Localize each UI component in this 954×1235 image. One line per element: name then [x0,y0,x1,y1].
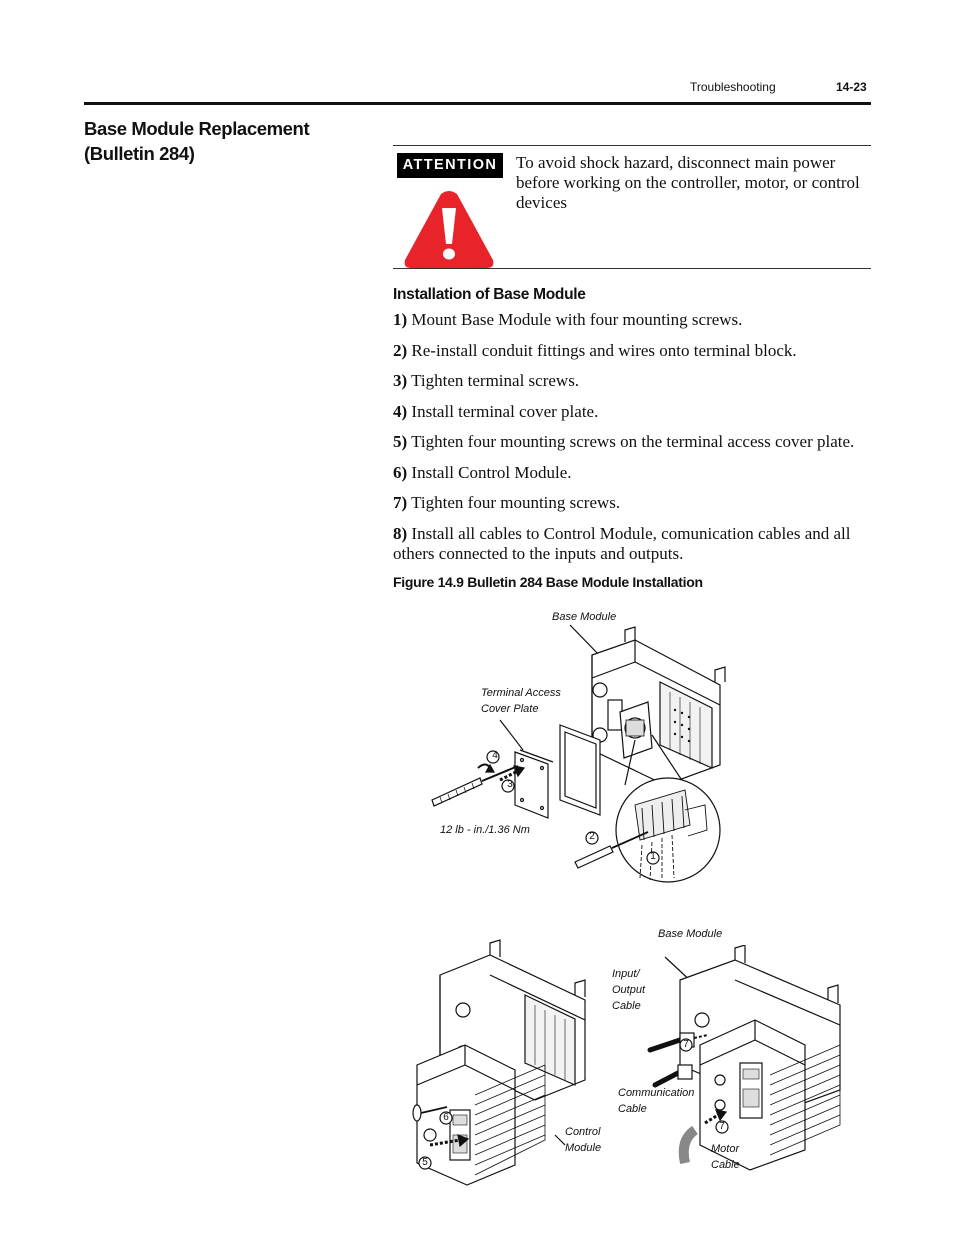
step-item: 2) Re-install conduit fittings and wires onto terminal block. [393,340,797,360]
section-title-line-2: (Bulletin 284) [84,143,195,164]
page-number: 14-23 [836,80,867,94]
header-rule [84,102,871,105]
label-terminal-access-cover-plate: Terminal Access Cover Plate [481,687,561,715]
callout-4: 4 [492,750,498,761]
section-title-line-1: Base Module Replacement [84,118,310,139]
label-input-output-cable: Input/ Output Cable [612,968,646,1012]
figure-caption: Figure 14.9 Bulletin 284 Base Module Installation [393,574,703,590]
attention-label: ATTENTION [397,153,503,178]
callout-7-lower: 7 [719,1121,725,1132]
section-title [84,116,354,166]
step-item: 7) Tighten four mounting screws. [393,493,621,512]
label-base-module-bottom: Base Module [658,928,723,940]
attention-bottom-rule [393,268,871,269]
installation-heading: Installation of Base Module [393,286,586,303]
attention-text: To avoid shock hazard, disconnect main power before working on the controller, motor, or control devices [516,153,860,212]
callout-6: 6 [443,1112,449,1123]
callout-7-upper: 7 [683,1039,689,1050]
step-item: 4) Install terminal cover plate. [393,401,599,421]
running-header-section: Troubleshooting [690,80,776,94]
callout-2: 2 [589,831,595,842]
step-item: 1) Mount Base Module with four mounting screws. [393,310,743,329]
label-communication-cable: Communication Cable [618,1087,695,1115]
step-item: 5) Tighten four mounting screws on the terminal access cover plate. [393,432,855,451]
callout-5: 5 [422,1157,428,1168]
step-item: 8) Install all cables to Control Module, comunication cables and all others connected to the inputs and outputs. [393,523,851,563]
label-motor-cable: Motor Cable [711,1143,740,1171]
installation-steps [393,310,871,575]
callout-3: 3 [507,779,513,790]
step-item: 6) Install Control Module. [393,462,572,482]
label-torque: 12 lb - in./1.36 Nm [440,824,530,836]
label-base-module-top: Base Module [552,611,617,623]
base-module-installation-illustration [420,600,750,890]
attention-top-rule [393,145,871,146]
warning-triangle-icon [403,190,495,270]
callout-1: 1 [650,851,656,862]
label-control-module: Control Module [565,1126,602,1154]
step-item: 3) Tighten terminal screws. [393,371,580,390]
